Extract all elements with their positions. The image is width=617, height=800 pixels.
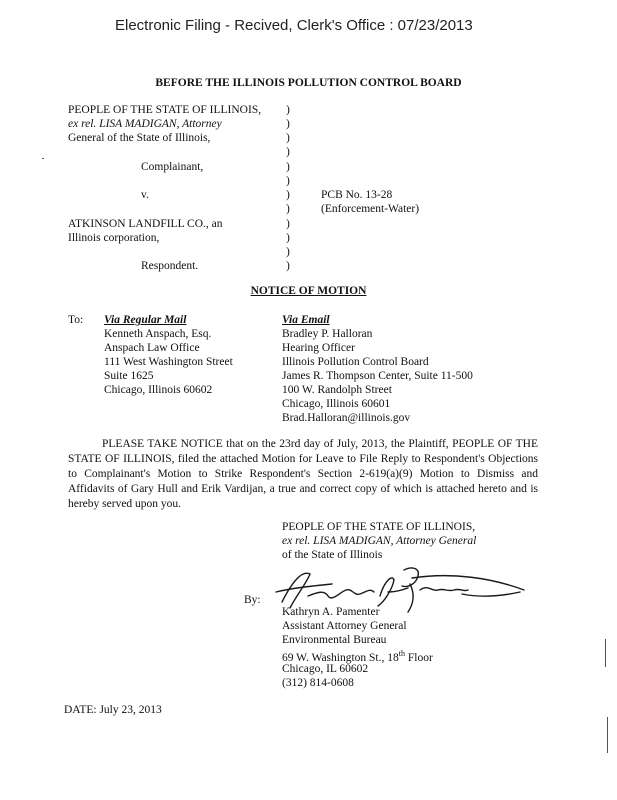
scan-mark (42, 158, 44, 159)
caption-paren: ) (286, 161, 290, 173)
left-delivery-method: Via Regular Mail (104, 314, 187, 326)
scan-mark (607, 717, 608, 753)
caption-paren: ) (286, 175, 290, 187)
by-label: By: (244, 594, 261, 606)
to-label: To: (68, 314, 84, 326)
left-recipient-line: 111 West Washington Street (104, 356, 233, 368)
case-type: (Enforcement-Water) (321, 203, 420, 215)
notice-body: PLEASE TAKE NOTICE that on the 23rd day of July, 2013, the Plaintiff, PEOPLE OF THE STATE OF ILLINOIS, filed the attached Motion for Leave to File Reply to Respondent's Objections to Complainant's Motion to Strike Respondent's Section 2-619(a)(9) Motion to Dismiss and Affidavits of Gary Hull and Erik Vardijan, a true and correct copy of which is attached hereto and is hereby served upon you. (68, 438, 538, 510)
versus-label: v. (141, 189, 149, 201)
signer-name: Kathryn A. Pamenter (282, 606, 380, 618)
party-line-3: of the State of Illinois (282, 549, 383, 561)
court-heading: BEFORE THE ILLINOIS POLLUTION CONTROL BOARD (155, 77, 462, 89)
party-line-2-text: ex rel. LISA MADIGAN, Attorney General (282, 535, 477, 547)
caption-paren: ) (286, 118, 290, 130)
signer-phone: (312) 814-0608 (282, 677, 354, 689)
address-street: 69 W. Washington St., 18 (282, 651, 399, 664)
caption-paren: ) (286, 189, 290, 201)
party-line-2 (282, 535, 476, 547)
party-line-1: PEOPLE OF THE STATE OF ILLINOIS, (282, 521, 476, 533)
signer-city: Chicago, IL 60602 (282, 663, 369, 675)
caption-paren: ) (286, 260, 290, 272)
notice-title: NOTICE OF MOTION (250, 285, 367, 297)
caption-paren: ) (286, 246, 290, 258)
left-recipient-line: Suite 1625 (104, 370, 154, 382)
caption-paren: ) (286, 232, 290, 244)
plaintiff-line-2-text: ex rel. LISA MADIGAN, Attorney (68, 118, 222, 130)
signer-address (282, 649, 433, 664)
respondent-label: Respondent. (141, 260, 199, 272)
right-recipient-line: 100 W. Randolph Street (282, 384, 392, 396)
address-floor: Floor (405, 651, 433, 664)
right-recipient-line: Hearing Officer (282, 342, 355, 354)
signer-title: Assistant Attorney General (282, 620, 407, 632)
filing-stamp: Electronic Filing - Recived, Clerk's Office : 07/23/2013 (115, 17, 473, 34)
left-recipient-line: Kenneth Anspach, Esq. (104, 328, 212, 340)
scan-mark (605, 639, 606, 667)
right-recipient-line: James R. Thompson Center, Suite 11-500 (282, 370, 473, 382)
caption-paren: ) (286, 146, 290, 158)
defendant-line-2: Illinois corporation, (68, 232, 160, 244)
caption-paren: ) (286, 132, 290, 144)
date-line: DATE: July 23, 2013 (64, 704, 162, 716)
left-recipient-line: Anspach Law Office (104, 342, 200, 354)
plaintiff-line-3: General of the State of Illinois, (68, 132, 211, 144)
right-delivery-method: Via Email (282, 314, 330, 326)
case-number: PCB No. 13-28 (321, 189, 393, 201)
right-recipient-line: Chicago, Illinois 60601 (282, 398, 391, 410)
right-recipient-line: Bradley P. Halloran (282, 328, 373, 340)
plaintiff-line-1: PEOPLE OF THE STATE OF ILLINOIS, (68, 104, 262, 116)
address-floor-suffix: th (398, 649, 405, 658)
defendant-line-1: ATKINSON LANDFILL CO., an (68, 218, 223, 230)
right-recipient-email: Brad.Halloran@illinois.gov (282, 412, 411, 424)
right-recipient-line: Illinois Pollution Control Board (282, 356, 429, 368)
caption-paren: ) (286, 203, 290, 215)
signer-bureau: Environmental Bureau (282, 634, 387, 646)
caption-paren: ) (286, 104, 290, 116)
plaintiff-line-2 (68, 118, 222, 130)
caption-paren: ) (286, 218, 290, 230)
left-recipient-line: Chicago, Illinois 60602 (104, 384, 213, 396)
complainant-label: Complainant, (141, 161, 204, 173)
